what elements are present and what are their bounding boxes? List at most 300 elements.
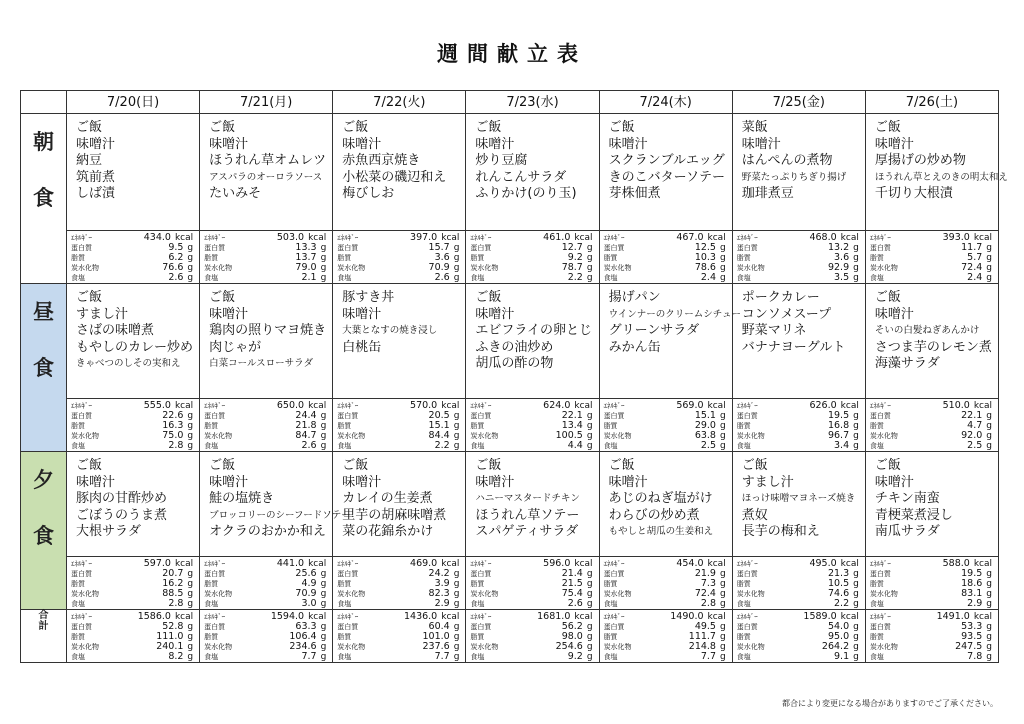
nutrient-unit: g: [586, 273, 593, 283]
nutrient-unit: g: [586, 622, 593, 632]
nutrient-value: 9.2: [567, 651, 583, 662]
nutrient-label: ｴﾈﾙｷﾞｰ: [869, 402, 891, 410]
nutrient-value: 214.8: [688, 641, 716, 652]
nutrient-label: 蛋白質: [470, 244, 492, 252]
nutrient-label: ｴﾈﾙｷﾞｰ: [71, 560, 92, 568]
nutrient-value: 4.4: [567, 440, 583, 451]
nutrient-label: 蛋白質: [603, 570, 625, 578]
nutrient-value: 22.6: [162, 410, 184, 421]
dish-item: そいの白髪ねぎあんかけ: [874, 325, 980, 336]
nutrient-value: 3.4: [834, 440, 850, 451]
nutrient-value: 74.6: [827, 588, 850, 599]
nutrient-value: 24.2: [428, 568, 450, 579]
dish-item: 厚揚げの炒め物: [874, 153, 966, 168]
nutrient-unit: g: [986, 263, 992, 273]
nutrient-label: 食塩: [736, 274, 751, 282]
nutrition-cell: [333, 557, 466, 610]
nutrient-unit: g: [719, 441, 726, 451]
nutrient-value: 1490.0: [670, 611, 704, 622]
nutrient-value: 20.7: [162, 568, 184, 579]
nutrient-unit: g: [986, 273, 992, 283]
nutrition-cell: [599, 557, 732, 610]
nutrient-unit: kcal: [308, 401, 327, 411]
nutrient-label: 食塩: [204, 274, 219, 282]
nutrient-value: 24.4: [295, 410, 317, 421]
dish-cell: [599, 284, 741, 399]
dish-item: きゃべつのしその実和え: [76, 358, 181, 369]
nutrient-label: ｴﾈﾙｷﾞｰ: [869, 560, 891, 568]
nutrition-row: [737, 441, 859, 451]
dish-cell: [200, 284, 333, 399]
nutrition-cell: [67, 231, 200, 284]
nutrient-label: ｴﾈﾙｷﾞｰ: [470, 560, 492, 568]
nutrient-label: 炭水化物: [337, 432, 366, 440]
nutrient-label: ｴﾈﾙｷﾞｰ: [204, 613, 226, 621]
nutrition-box: [333, 557, 465, 609]
nutrient-unit: g: [986, 599, 992, 609]
dish-item: ご飯: [76, 458, 103, 473]
nutrition-cell: [200, 557, 333, 610]
nutrient-value: 434.0: [143, 232, 171, 243]
nutrition-row: [71, 273, 193, 283]
nutrient-value: 49.5: [694, 621, 716, 632]
nutrition-box: [733, 231, 865, 283]
nutrient-value: 93.5: [961, 631, 983, 642]
nutrition-box: [200, 610, 332, 662]
nutrient-unit: g: [453, 599, 460, 609]
nutrient-unit: g: [853, 253, 859, 263]
nutrient-value: 111.7: [688, 631, 716, 642]
dish-item: すまし汁: [76, 306, 129, 322]
nutrient-unit: g: [853, 243, 859, 253]
nutrient-label: 蛋白質: [337, 570, 359, 578]
nutrient-value: 16.8: [827, 420, 850, 431]
nutrient-value: 4.9: [301, 578, 317, 589]
nutrition-box: [67, 557, 199, 609]
nutrient-label: 脂質: [337, 580, 352, 588]
nutrient-value: 15.7: [428, 242, 450, 253]
nutrient-label: 脂質: [470, 422, 485, 430]
nutrient-unit: kcal: [707, 233, 726, 243]
nutrition-cell: [200, 231, 333, 284]
nutrition-row: [870, 599, 992, 609]
nutrition-row: [604, 273, 726, 283]
total-nutrition-cell: [599, 610, 732, 663]
nutrient-label: 炭水化物: [869, 590, 898, 598]
nutrient-value: 570.0: [410, 400, 438, 411]
nutrient-unit: g: [320, 411, 327, 421]
date-header: 7/26(土): [865, 91, 998, 114]
dish-item: しば漬: [76, 186, 116, 201]
nutrition-row: [737, 652, 859, 662]
nutrient-unit: g: [586, 579, 593, 589]
nutrient-unit: g: [320, 421, 327, 431]
nutrient-label: ｴﾈﾙｷﾞｰ: [470, 234, 492, 242]
nutrient-value: 2.1: [301, 272, 317, 283]
dish-item: ご飯: [874, 458, 901, 473]
nutrient-label: ｴﾈﾙｷﾞｰ: [869, 613, 891, 621]
nutrition-box: [733, 557, 865, 609]
dish-item: オクラのおかか和え: [209, 524, 326, 539]
dish-cell: [865, 284, 998, 399]
dish-item: 味噌汁: [608, 474, 648, 490]
nutrition-cell: [333, 231, 466, 284]
nutrient-value: 72.4: [961, 262, 983, 273]
dish-item: 小松菜の磯辺和え: [342, 169, 447, 185]
nutrient-label: 食塩: [204, 653, 219, 661]
nutrient-label: 食塩: [71, 600, 85, 608]
nutrient-value: 16.2: [162, 578, 184, 589]
nutrient-label: 炭水化物: [470, 590, 499, 598]
nutrient-label: ｴﾈﾙｷﾞｰ: [736, 560, 758, 568]
meal-label-char: 昼: [33, 300, 54, 324]
nutrient-unit: g: [986, 569, 992, 579]
nutrient-unit: g: [853, 599, 859, 609]
nutrient-unit: g: [586, 263, 593, 273]
total-label: [21, 610, 67, 663]
nutrient-unit: g: [719, 622, 726, 632]
nutrient-unit: g: [986, 441, 992, 451]
dish-cell: [200, 114, 333, 231]
dinner-nutrition-row: [21, 557, 999, 610]
dish-item: 味噌汁: [209, 474, 249, 490]
dinner-dishes-row: [21, 452, 999, 557]
nutrient-unit: kcal: [574, 559, 593, 569]
nutrient-label: 蛋白質: [736, 570, 758, 578]
nutrient-value: 18.6: [961, 578, 983, 589]
nutrient-value: 70.9: [295, 588, 317, 599]
nutrient-label: ｴﾈﾙｷﾞｰ: [71, 402, 92, 410]
dish-item: きのこバターソテー: [608, 169, 726, 185]
dish-cell: [732, 114, 865, 231]
dish-item: 里芋の胡麻味噌煮: [342, 507, 447, 523]
nutrient-label: 脂質: [736, 422, 751, 430]
nutrient-value: 2.8: [700, 598, 716, 609]
dish-item: 味噌汁: [76, 136, 116, 152]
nutrient-unit: g: [853, 642, 859, 652]
nutrient-unit: kcal: [973, 401, 992, 411]
nutrient-unit: g: [853, 441, 859, 451]
nutrition-cell: [466, 231, 599, 284]
dish-item: 大根サラダ: [76, 524, 141, 539]
dish-item: ご飯: [209, 120, 236, 135]
dish-item: 味噌汁: [209, 136, 249, 152]
nutrient-label: 脂質: [603, 422, 618, 430]
nutrient-unit: g: [719, 243, 726, 253]
nutrient-unit: g: [586, 632, 593, 642]
total-nutrition-cell: [333, 610, 466, 663]
dish-item: すまし汁: [741, 474, 794, 490]
meal-label-char: 食: [33, 356, 54, 380]
dish-cell: [732, 284, 865, 399]
nutrient-unit: g: [320, 243, 327, 253]
nutrient-unit: g: [719, 569, 726, 579]
nutrition-box: [866, 231, 998, 283]
nutrient-value: 510.0: [942, 400, 970, 411]
nutrient-label: 脂質: [869, 422, 884, 430]
dish-item: 揚げパン: [608, 290, 661, 305]
nutrient-unit: kcal: [441, 559, 460, 569]
dish-item: 筑前煮: [76, 169, 116, 185]
dish-item: ふきの油炒め: [475, 339, 554, 355]
dish-cell: [67, 114, 200, 231]
nutrient-value: 29.0: [694, 420, 716, 431]
nutrient-unit: g: [586, 599, 593, 609]
nutrient-label: 食塩: [603, 600, 618, 608]
total-nutrition-cell: [200, 610, 333, 663]
nutrition-box: [600, 399, 732, 451]
nutrient-value: 9.1: [834, 651, 850, 662]
nutrient-label: 蛋白質: [736, 623, 758, 631]
nutrient-value: 79.0: [295, 262, 317, 273]
dish-item: 芽株佃煮: [608, 186, 661, 201]
nutrient-label: 蛋白質: [869, 412, 891, 420]
nutrient-value: 596.0: [543, 558, 571, 569]
nutrient-label: 蛋白質: [337, 412, 359, 420]
nutrient-unit: g: [586, 652, 593, 662]
nutrient-unit: g: [453, 441, 460, 451]
dish-item: ご飯: [342, 120, 369, 135]
nutrient-unit: g: [187, 599, 194, 609]
nutrient-label: ｴﾈﾙｷﾞｰ: [470, 613, 492, 621]
nutrient-value: 4.7: [967, 420, 983, 431]
nutrient-unit: g: [586, 642, 593, 652]
dish-item: 煮奴: [741, 507, 768, 523]
nutrient-value: 106.4: [289, 631, 317, 642]
dish-item: 鮭の塩焼き: [209, 491, 275, 506]
nutrient-unit: g: [320, 273, 327, 283]
nutrient-label: 食塩: [204, 442, 219, 450]
nutrient-value: 454.0: [676, 558, 704, 569]
nutrient-unit: g: [187, 642, 194, 652]
dish-item: はんぺんの煮物: [741, 153, 833, 168]
nutrient-unit: g: [187, 243, 194, 253]
nutrition-box: [866, 399, 998, 451]
nutrient-value: 19.5: [827, 410, 850, 421]
dish-item: あじのねぎ塩がけ: [608, 491, 713, 506]
nutrition-box: [67, 399, 199, 451]
nutrient-unit: g: [719, 273, 726, 283]
nutrient-label: 蛋白質: [736, 244, 758, 252]
nutrient-unit: kcal: [441, 401, 460, 411]
nutrient-unit: g: [853, 579, 859, 589]
dish-item: ご飯: [475, 458, 502, 473]
nutrient-unit: g: [986, 579, 992, 589]
nutrient-label: 食塩: [603, 653, 618, 661]
meal-label-char: 食: [33, 524, 54, 548]
dish-item: スパゲティサラダ: [475, 524, 579, 539]
nutrient-unit: g: [187, 411, 194, 421]
nutrient-value: 54.0: [827, 621, 850, 632]
dish-item: 長芋の梅和え: [741, 524, 820, 539]
nutrient-unit: kcal: [174, 559, 194, 569]
nutrient-value: 56.2: [561, 621, 583, 632]
nutrient-label: ｴﾈﾙｷﾞｰ: [337, 234, 359, 242]
nutrient-label: 脂質: [470, 633, 485, 641]
dish-item: 菜の花錦糸かけ: [342, 524, 434, 539]
nutrient-unit: g: [853, 652, 859, 662]
nutrition-box: [600, 231, 732, 283]
nutrition-box: [866, 610, 998, 662]
nutrient-label: 脂質: [736, 633, 751, 641]
dish-item: 味噌汁: [741, 136, 781, 152]
nutrient-label: 蛋白質: [204, 244, 226, 252]
nutrition-box: [466, 399, 598, 451]
nutrient-value: 95.0: [827, 631, 850, 642]
nutrient-label: ｴﾈﾙｷﾞｰ: [603, 402, 625, 410]
nutrient-value: 1586.0: [137, 611, 171, 622]
nutrient-unit: g: [320, 579, 327, 589]
nutrient-label: 炭水化物: [71, 643, 99, 651]
nutrient-label: 脂質: [736, 254, 751, 262]
nutrient-unit: g: [719, 421, 726, 431]
nutrient-label: 炭水化物: [204, 643, 233, 651]
nutrient-label: ｴﾈﾙｷﾞｰ: [736, 613, 758, 621]
nutrient-value: 21.9: [694, 568, 716, 579]
nutrient-unit: kcal: [574, 233, 593, 243]
nutrient-value: 247.5: [955, 641, 983, 652]
lunch-label: [21, 284, 67, 452]
nutrient-label: 脂質: [470, 254, 485, 262]
nutrient-value: 7.7: [434, 651, 450, 662]
nutrient-value: 53.3: [961, 621, 983, 632]
dish-item: ほうれん草とえのきの明太和え: [874, 171, 1008, 183]
dish-item: もやしと胡瓜の生姜和え: [608, 526, 714, 537]
nutrient-label: 蛋白質: [204, 412, 226, 420]
nutrient-label: 脂質: [470, 580, 485, 588]
nutrient-label: 炭水化物: [736, 264, 765, 272]
nutrition-box: [200, 231, 332, 283]
nutrient-unit: g: [187, 253, 194, 263]
nutrition-box: [67, 231, 199, 283]
nutrient-label: 脂質: [869, 254, 884, 262]
nutrient-label: 炭水化物: [603, 643, 632, 651]
dish-item: ご飯: [76, 290, 103, 305]
nutrient-value: 461.0: [543, 232, 571, 243]
dish-item: さつま芋のレモン煮: [874, 339, 992, 355]
nutrient-label: 脂質: [869, 633, 884, 641]
nutrient-unit: g: [453, 569, 460, 579]
nutrient-value: 13.7: [295, 252, 317, 263]
dish-item: 豚肉の甘酢炒め: [76, 491, 168, 506]
nutrition-row: [737, 599, 859, 609]
dinner-label: [21, 452, 67, 610]
nutrient-unit: g: [986, 253, 992, 263]
total-nutrition-cell: [732, 610, 865, 663]
nutrition-row: [204, 599, 326, 609]
nutrient-label: 蛋白質: [869, 570, 891, 578]
nutrient-value: 2.8: [168, 598, 184, 609]
nutrient-label: 脂質: [603, 254, 618, 262]
nutrient-value: 84.4: [428, 430, 450, 441]
dish-item: わらびの炒め煮: [608, 507, 700, 523]
nutrient-value: 13.4: [561, 420, 583, 431]
nutrient-label: 蛋白質: [71, 623, 92, 631]
nutrient-label: 炭水化物: [337, 643, 366, 651]
dish-item: 千切り大根漬: [874, 186, 953, 201]
dish-item: ご飯: [342, 458, 369, 473]
nutrient-value: 441.0: [276, 558, 305, 569]
nutrient-label: 蛋白質: [71, 412, 92, 420]
nutrition-box: [733, 610, 865, 662]
nutrient-label: 蛋白質: [736, 412, 758, 420]
dish-item: 味噌汁: [76, 474, 116, 490]
dish-item: 豚すき丼: [342, 290, 395, 305]
nutrition-row: [71, 599, 193, 609]
nutrient-unit: g: [853, 263, 859, 273]
dish-item: 珈琲煮豆: [741, 186, 794, 201]
dish-item: 野菜たっぷりちぎり揚げ: [741, 171, 847, 183]
nutrient-value: 2.2: [567, 272, 583, 283]
dish-item: ごぼうのうま煮: [76, 507, 168, 523]
nutrient-label: 蛋白質: [71, 570, 92, 578]
nutrition-cell: [599, 231, 732, 284]
corner-cell: [21, 91, 67, 114]
nutrient-value: 11.7: [961, 242, 983, 253]
nutrient-label: 脂質: [204, 633, 219, 641]
nutrient-label: 蛋白質: [204, 570, 226, 578]
nutrient-unit: g: [719, 263, 726, 273]
nutrient-value: 254.6: [555, 641, 583, 652]
nutrient-unit: g: [719, 579, 726, 589]
nutrient-unit: g: [586, 589, 593, 599]
dish-item: カレイの生姜煮: [342, 491, 433, 506]
nutrient-value: 2.2: [834, 598, 850, 609]
dish-item: 味噌汁: [342, 136, 382, 152]
nutrient-label: 蛋白質: [603, 623, 625, 631]
nutrient-value: 15.1: [428, 420, 450, 431]
dish-item: ウインナーのクリームシチュー: [608, 308, 741, 320]
nutrition-cell: [67, 557, 200, 610]
nutrition-cell: [333, 399, 466, 452]
nutrient-unit: g: [586, 431, 593, 441]
nutrient-value: 569.0: [676, 400, 704, 411]
nutrition-row: [204, 652, 326, 662]
meal-label-char: 食: [33, 186, 54, 210]
nutrient-unit: g: [453, 632, 460, 642]
nutrient-label: 食塩: [204, 600, 219, 608]
dish-item: 肉じゃが: [209, 339, 262, 355]
dish-item: 鶏肉の照りマヨ焼き: [209, 323, 327, 338]
date-header: 7/25(金): [732, 91, 865, 114]
dish-cell: [865, 114, 1008, 231]
nutrient-label: 脂質: [71, 580, 85, 588]
nutrient-value: 98.0: [561, 631, 583, 642]
nutrient-unit: kcal: [574, 612, 593, 622]
nutrient-unit: g: [320, 441, 327, 451]
nutrient-value: 92.9: [827, 262, 850, 273]
nutrient-unit: g: [453, 253, 460, 263]
nutrition-box: [466, 557, 598, 609]
nutrient-unit: g: [187, 431, 194, 441]
nutrient-value: 503.0: [276, 232, 305, 243]
nutrient-unit: g: [586, 569, 593, 579]
nutrient-label: 食塩: [736, 600, 751, 608]
nutrient-value: 2.5: [700, 440, 716, 451]
nutrition-cell: [865, 231, 998, 284]
nutrient-value: 8.2: [168, 651, 184, 662]
nutrient-value: 22.1: [961, 410, 983, 421]
nutrition-cell: [732, 399, 865, 452]
meal-label-char: 夕: [33, 468, 54, 492]
nutrient-unit: kcal: [840, 559, 859, 569]
nutrient-value: 2.5: [967, 440, 983, 451]
nutrient-unit: g: [320, 652, 327, 662]
dish-item: ご飯: [76, 120, 103, 135]
breakfast-dishes-row: [21, 114, 999, 231]
nutrient-value: 467.0: [676, 232, 704, 243]
nutrient-value: 21.3: [827, 568, 850, 579]
